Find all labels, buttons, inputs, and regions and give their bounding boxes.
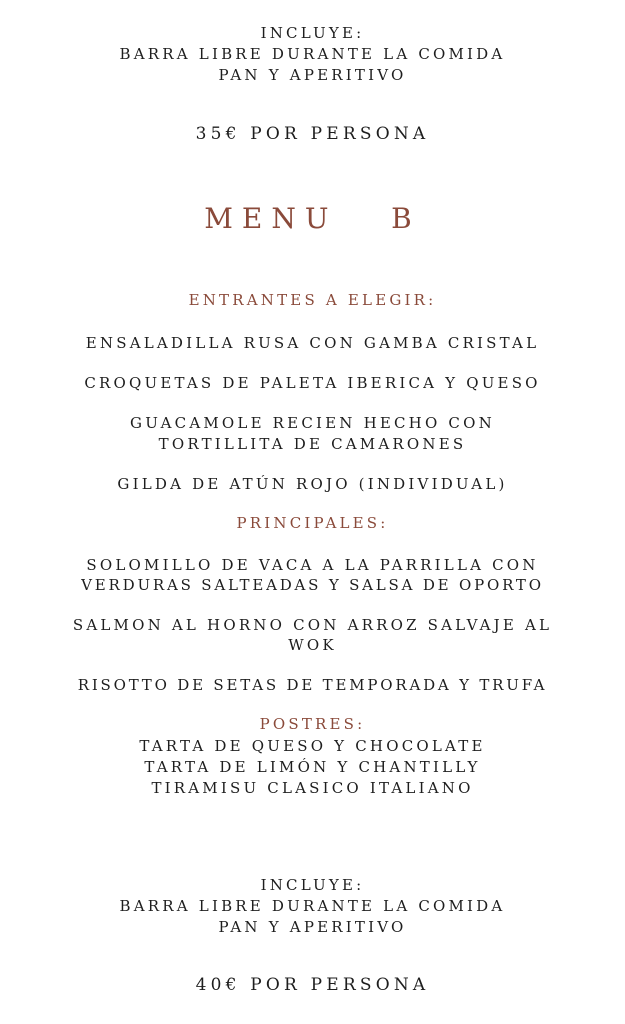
main-item: VERDURAS SALTEADAS Y SALSA DE OPORTO <box>81 576 544 594</box>
mains-heading: PRINCIPALES: <box>236 514 389 532</box>
bottom-price: 40€ POR PERSONA <box>195 975 430 995</box>
bottom-includes-item-drinks: BARRA LIBRE DURANTE LA COMIDA <box>119 897 506 915</box>
main-item: RISOTTO DE SETAS DE TEMPORADA Y TRUFA <box>77 676 548 694</box>
starter-item: ENSALADILLA RUSA CON GAMBA CRISTAL <box>85 334 540 352</box>
main-item: SALMON AL HORNO CON ARROZ SALVAJE AL <box>72 616 553 634</box>
starter-item: GUACAMOLE RECIEN HECHO CON <box>130 414 495 432</box>
starter-item: GILDA DE ATÚN ROJO (INDIVIDUAL) <box>117 475 508 493</box>
desserts-heading: POSTRES: <box>259 715 366 733</box>
top-includes-title: INCLUYE: <box>260 24 365 42</box>
starter-item: CROQUETAS DE PALETA IBERICA Y QUESO <box>84 374 541 392</box>
top-includes-item-drinks: BARRA LIBRE DURANTE LA COMIDA <box>119 45 506 63</box>
dessert-item: TARTA DE QUESO Y CHOCOLATE <box>139 737 486 755</box>
bottom-includes-item-bread: PAN Y APERITIVO <box>218 918 407 936</box>
main-item: SOLOMILLO DE VACA A LA PARRILLA CON <box>86 556 539 574</box>
bottom-includes-title: INCLUYE: <box>260 876 365 894</box>
starter-item: TORTILLITA DE CAMARONES <box>158 435 467 453</box>
top-price: 35€ POR PERSONA <box>195 124 430 144</box>
dessert-item: TIRAMISU CLASICO ITALIANO <box>151 779 474 797</box>
dessert-item: TARTA DE LIMÓN Y CHANTILLY <box>144 758 481 776</box>
top-includes-item-bread: PAN Y APERITIVO <box>218 66 407 84</box>
main-item: WOK <box>288 636 337 654</box>
starters-heading: ENTRANTES A ELEGIR: <box>188 291 437 309</box>
menu-b-title: MENU B <box>204 202 421 235</box>
